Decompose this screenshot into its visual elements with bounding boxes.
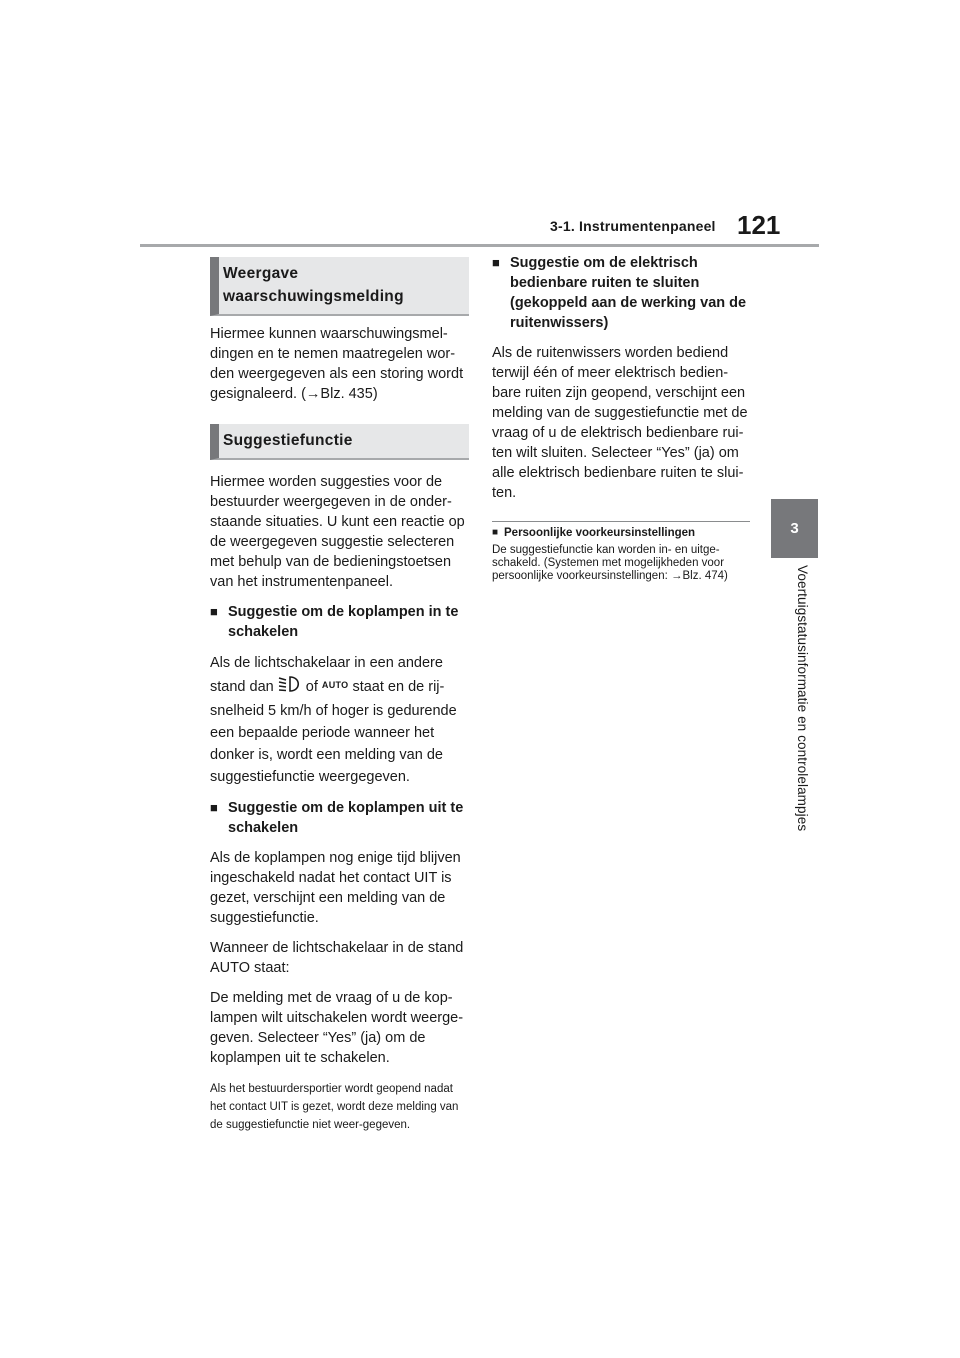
paragraph: Hiermee kunnen waarschuwingsmel-dingen en te nemen maatregelen wor-den weergegeven als een storing wordt gesignaleerd. (→Blz. 435) — [210, 326, 464, 402]
note-heading — [492, 524, 750, 542]
subheading-headlights-on — [210, 602, 469, 642]
note-text: De suggestiefunctie kan worden in- en uitge-schakeld. (Systemen met mogelijkheden voor persoonlijke voorkeursinstellingen: →Blz. 474) — [492, 544, 728, 582]
paragraph: Als de koplampen nog enige tijd blijven ingeschakeld nadat het contact UIT is gezet, verschijnt een melding van de suggestiefunctie. — [210, 849, 461, 926]
section-heading-suggestion: Suggestiefunctie — [210, 424, 469, 460]
subheading-text: Suggestie om de elektrisch bedienbare ruiten te sluiten (gekoppeld aan de werking van de ruitenwissers) — [510, 255, 747, 331]
text: Als de lichtschakelaar in een andere stand dan — [210, 655, 443, 695]
section-title: 3-1. Instrumentenpaneel — [550, 218, 716, 234]
text: staat en de rij-snelheid 5 km/h of hoger is gedurende een bepaalde periode wanneer het donker is, wordt een melding van de suggestiefunctie weergegeven. — [210, 679, 457, 785]
paragraph: Wanneer de lichtschakelaar in de stand AUTO staat: — [210, 939, 464, 976]
paragraph — [210, 652, 469, 788]
paragraph: Als de ruitenwissers worden bediend terwijl één of meer elektrisch bedien-bare ruiten zijn geopend, verschijnt een melding van de suggestiefunctie met de vraag of u de elektrisch bedienbare rui-ten wilt sluiten. Selecteer “Yes” (ja) om alle elektrisch bedienbare ruiten te slui-ten. — [492, 345, 748, 501]
subheading-text: Suggestie om de koplampen uit te schakelen — [228, 799, 464, 836]
square-bullet-icon: ■ — [210, 799, 218, 815]
paragraph: De melding met de vraag of u de kop-lampen wilt uitschakelen wordt weerge-geven. Selecteer “Yes” (ja) om de koplampen uit te schakelen. — [210, 989, 464, 1066]
note-divider — [492, 521, 750, 522]
square-bullet-icon: ■ — [492, 527, 499, 538]
low-beam-headlight-icon — [278, 675, 302, 700]
auto-icon: AUTO — [321, 680, 349, 690]
header-divider — [140, 244, 819, 247]
paragraph: Hiermee worden suggesties voor de bestuurder weergegeven in de onder-staande situaties. U kunt een reactie op de weergegeven suggestie selecteren met behulp van de bedieningstoetsen van het instrumentenpaneel. — [210, 474, 465, 590]
chapter-title: Voertuigstatusinformatie en controlelampjes — [795, 565, 810, 832]
square-bullet-icon: ■ — [210, 604, 218, 619]
chapter-tab: 3 — [771, 499, 818, 558]
left-column — [210, 257, 469, 1134]
right-column — [492, 253, 750, 583]
subheading-windows — [492, 253, 750, 333]
page-number: 121 — [737, 210, 781, 240]
square-bullet-icon: ■ — [492, 255, 500, 270]
text: of — [305, 679, 318, 695]
section-heading-warning: Weergave waarschuwingsmelding — [210, 257, 469, 316]
subheading-headlights-off — [210, 798, 469, 838]
subheading-text: Suggestie om de koplampen in te schakelen — [228, 604, 459, 640]
small-note: Als het bestuurdersportier wordt geopend nadat het contact UIT is gezet, wordt deze melding van de suggestiefunctie niet weer-gegeven. — [210, 1082, 459, 1131]
note-heading-text: Persoonlijke voorkeursinstellingen — [504, 527, 696, 539]
